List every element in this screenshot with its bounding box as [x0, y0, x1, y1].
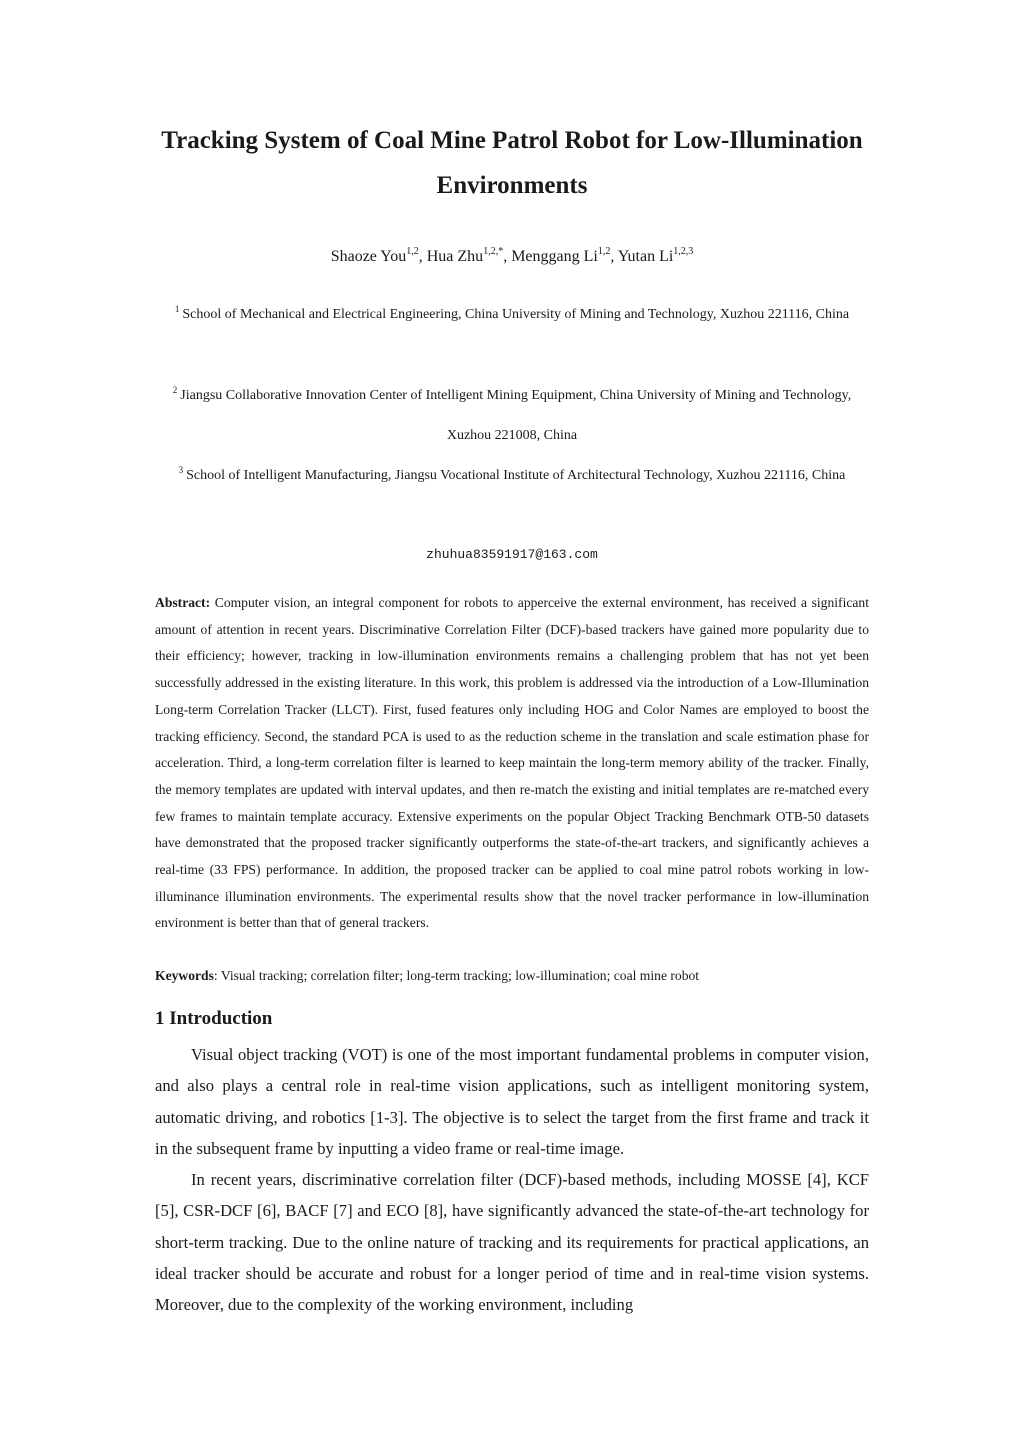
author-name: Yutan Li: [617, 248, 674, 265]
abstract-label: Abstract:: [155, 595, 211, 610]
affiliation-2: [150, 376, 874, 456]
author-affiliation-marker: 1,2: [597, 246, 611, 257]
author-name: Menggang Li: [511, 248, 598, 265]
author-name: Hua Zhu: [426, 248, 484, 265]
author-separator: ,: [418, 248, 427, 265]
affiliation-3: [150, 456, 874, 496]
abstract-text: Computer vision, an integral component for robots to apperceive the external environment, has received a significant amount of attention in recent years. Discriminative Correlation Filter (DCF)-based trackers have gained more popularity due to their efficiency; however, tracking in low-illumination environments remains a challenging problem that has not yet been successfully addressed in the existing literature. In this work, this problem is addressed via the introduction of a Low-Illumination Long-term Correlation Tracker (LLCT). First, fused features only including HOG and Color Names are employed to boost the tracking efficiency. Second, the standard PCA is used to as the reduction scheme in the translation and scale estimation phase for acceleration. Third, a long-term correlation filter is learned to keep maintain the long-term memory ability of the tracker. Finally, the memory templates are updated with interval updates, and then re-match the existing and initial templates are re-matched every few frames to maintain template accuracy. Extensive experiments on the popular Object Tracking Benchmark OTB-50 datasets have demonstrated that the proposed tracker significantly outperforms the state-of-the-art trackers, and significantly achieves a real-time (33 FPS) performance. In addition, the proposed tracker can be applied to coal mine patrol robots working in low-illuminance illumination environments. The experimental results show that the novel tracker performance in low-illumination environment is better than that of general trackers.: [155, 595, 869, 931]
author-affiliation-marker: 1,2,*: [483, 246, 504, 257]
affiliation-number: 2: [172, 385, 178, 395]
paper-title: Tracking System of Coal Mine Patrol Robot for Low-Illumination Environments: [161, 127, 863, 199]
author-affiliation-marker: 1,2: [406, 246, 419, 257]
author-separator: ,: [503, 248, 512, 265]
affiliation-text: School of Mechanical and Electrical Engineering, China University of Mining and Technology, Xuzhou 221116, China: [182, 307, 850, 322]
section-body-introduction: [155, 1039, 869, 1321]
keywords: [155, 963, 869, 990]
author-separator: ,: [610, 248, 618, 265]
author-list: [112, 243, 912, 271]
affiliation-text: Jiangsu Collaborative Innovation Center of Intelligent Mining Equipment, China University of Mining and Technology, Xuzhou 221008, China: [180, 388, 852, 443]
affiliation-number: 1: [174, 304, 180, 314]
paragraph: In recent years, discriminative correlation filter (DCF)-based methods, including MOSSE [4], KCF [5], CSR-DCF [6], BACF [7] and ECO [8], have significantly advanced the state-of-the-art technology for short-term tracking. Due to the online nature of tracking and its requirements for practical applications, an ideal tracker should be accurate and robust for a longer period of time and in real-time vision systems. Moreover, due to the complexity of the working environment, including: [155, 1170, 869, 1315]
paragraph: Visual object tracking (VOT) is one of the most important fundamental problems in computer vision, and also plays a central role in real-time vision applications, such as intelligent monitoring system, automatic driving, and robotics [1-3]. The objective is to select the target from the first frame and track it in the subsequent frame by inputting a video frame or real-time image.: [155, 1045, 869, 1158]
keywords-label: Keywords: [155, 968, 214, 983]
corresponding-email[interactable]: zhuhua83591917@163.com: [426, 547, 598, 562]
affiliation-number: 3: [178, 465, 184, 475]
affiliation-1: [150, 295, 874, 335]
author-name: Shaoze You: [330, 248, 407, 265]
author-affiliation-marker: 1,2,3: [673, 246, 694, 257]
affiliation-text: School of Intelligent Manufacturing, Jiangsu Vocational Institute of Architectural Technology, Xuzhou 221116, China: [186, 468, 846, 483]
section-heading-introduction: 1 Introduction: [155, 1008, 273, 1029]
abstract: [155, 590, 869, 937]
keywords-text: : Visual tracking; correlation filter; long-term tracking; low-illumination; coal mine robot: [213, 968, 700, 983]
